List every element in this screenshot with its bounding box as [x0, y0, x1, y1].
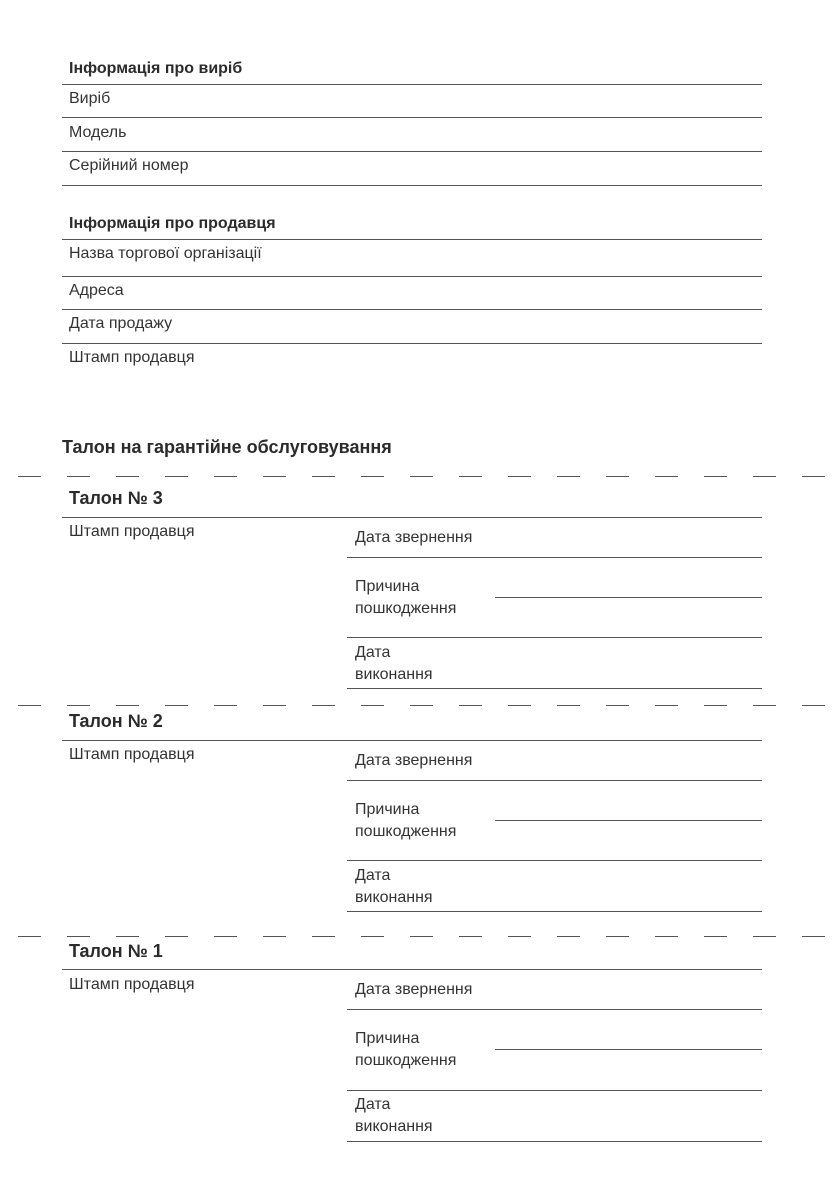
- divider: [62, 343, 762, 344]
- coupon-completion-line1: Дата: [355, 1096, 391, 1113]
- warranty-title: Талон на гарантійне обслуговування: [62, 437, 392, 457]
- coupon-completion-line2: виконання: [355, 889, 433, 906]
- coupon-title: Талон № 1: [69, 941, 163, 961]
- divider: [62, 151, 762, 152]
- coupon-damage-cause-line2: пошкодження: [355, 823, 457, 840]
- coupon-damage-cause-line1: Причина: [355, 1030, 420, 1047]
- divider: [62, 276, 762, 277]
- divider: [347, 688, 762, 689]
- coupon-stamp-label: Штамп продавця: [69, 976, 195, 993]
- coupon-title: Талон № 2: [69, 711, 163, 731]
- divider: [347, 1009, 762, 1010]
- divider: [62, 740, 762, 741]
- seller-field-stamp: Штамп продавця: [69, 349, 195, 366]
- cut-line: [0, 705, 839, 706]
- divider: [347, 860, 762, 861]
- coupon-damage-cause-line1: Причина: [355, 801, 420, 818]
- divider: [347, 557, 762, 558]
- seller-field-org-name: Назва торгової організації: [69, 245, 262, 262]
- divider: [347, 911, 762, 912]
- divider: [62, 84, 762, 85]
- coupon-damage-cause-line2: пошкодження: [355, 600, 457, 617]
- coupon-damage-cause-line2: пошкодження: [355, 1052, 457, 1069]
- coupon-request-date: Дата звернення: [355, 752, 473, 769]
- divider: [347, 780, 762, 781]
- divider: [347, 1090, 762, 1091]
- product-info-heading: Інформація про виріб: [69, 60, 243, 77]
- divider: [495, 820, 762, 821]
- seller-field-address: Адреса: [69, 282, 124, 299]
- cut-line: [0, 476, 839, 477]
- divider: [62, 969, 762, 970]
- coupon-completion-line2: виконання: [355, 1118, 433, 1135]
- coupon-damage-cause-line1: Причина: [355, 578, 420, 595]
- coupon-stamp-label: Штамп продавця: [69, 746, 195, 763]
- divider: [495, 1049, 762, 1050]
- coupon-stamp-label: Штамп продавця: [69, 523, 195, 540]
- divider: [62, 239, 762, 240]
- cut-line: [0, 936, 839, 937]
- product-field-serial: Серійний номер: [69, 157, 189, 174]
- coupon-request-date: Дата звернення: [355, 981, 473, 998]
- divider: [495, 597, 762, 598]
- divider: [62, 117, 762, 118]
- coupon-completion-line1: Дата: [355, 644, 391, 661]
- divider: [62, 309, 762, 310]
- coupon-completion-line1: Дата: [355, 867, 391, 884]
- coupon-completion-line2: виконання: [355, 666, 433, 683]
- divider: [347, 637, 762, 638]
- product-field-model: Модель: [69, 124, 127, 141]
- divider: [347, 1141, 762, 1142]
- divider: [62, 185, 762, 186]
- divider: [62, 517, 762, 518]
- seller-field-sale-date: Дата продажу: [69, 315, 173, 332]
- coupon-title: Талон № 3: [69, 488, 163, 508]
- product-field-item: Виріб: [69, 90, 111, 107]
- seller-info-heading: Інформація про продавця: [69, 215, 276, 232]
- coupon-request-date: Дата звернення: [355, 529, 473, 546]
